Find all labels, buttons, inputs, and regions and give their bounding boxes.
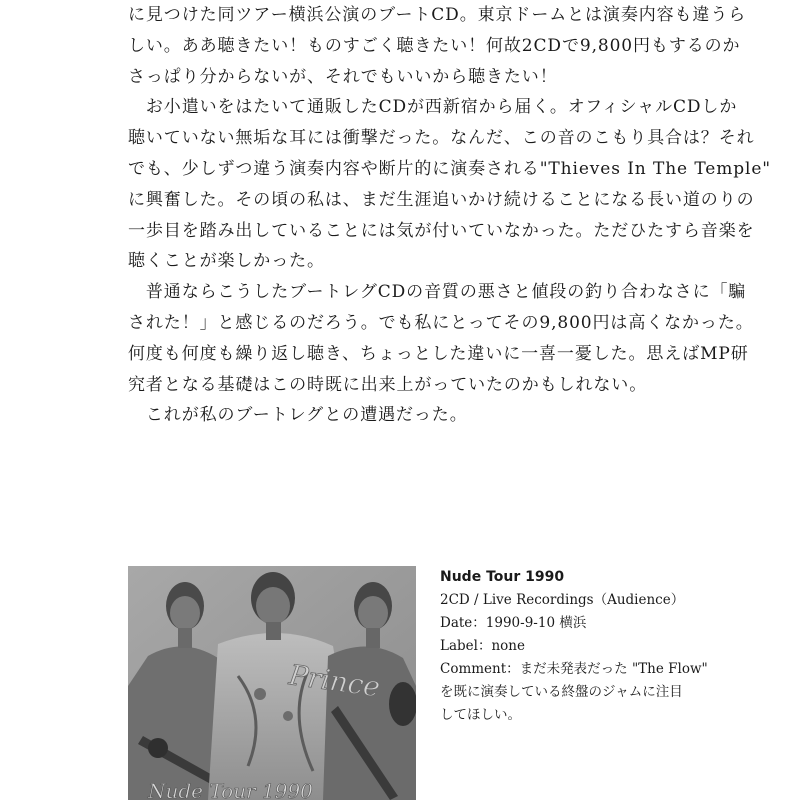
cover-logo-text: Prince: [287, 658, 383, 704]
cd-caption: [440, 566, 740, 727]
body-line: 一歩目を踏み出していることには気が付いていなかった。ただひたすら音楽を: [128, 220, 755, 241]
caption-comment: を既に演奏している終盤のジャムに注目: [440, 684, 683, 700]
body-line: さっぱり分からないが、それでもいいから聴きたい！: [128, 66, 558, 87]
album-cover-image: [128, 566, 416, 800]
body-line: された！」と感じるのだろう。でも私にとってその9,800円は高くなかった。: [128, 312, 754, 333]
body-line: 聴くことが楽しかった。: [128, 251, 325, 272]
caption-format: 2CD / Live Recordings（Audience）: [440, 592, 685, 608]
body-text: [128, 0, 772, 431]
body-line: しい。ああ聴きたい！ものすごく聴きたい！何故2CDで9,800円もするのか: [128, 35, 741, 56]
body-line: お小遣いをはたいて通販したCDが西新宿から届く。オフィシャルCDしか: [128, 97, 738, 118]
body-line: 究者となる基礎はこの時既に出来上がっていたのかもしれない。: [128, 374, 648, 395]
caption-date: Date：1990-9-10 横浜: [440, 615, 587, 631]
caption-comment: してほしい。: [440, 707, 521, 723]
body-line: に興奮した。その頃の私は、まだ生涯追いかけ続けることになる長い道のりの: [128, 189, 755, 210]
body-line: に見つけた同ツアー横浜公演のブートCD。東京ドームとは演奏内容も違うら: [128, 5, 747, 25]
body-line: 普通ならこうしたブートレグCDの音質の悪さと値段の釣り合わなさに「騙: [128, 282, 747, 303]
cover-tour-text: Nude Tour 1990: [148, 779, 313, 800]
caption-title: Nude Tour 1990: [440, 569, 565, 585]
body-line: これが私のブートレグとの遭遇だった。: [128, 405, 468, 426]
body-line: 聴いていない無垢な耳には衝撃だった。なんだ、この音のこもり具合は？それ: [128, 128, 755, 149]
caption-comment: Comment：まだ未発表だった "The Flow": [440, 661, 708, 677]
body-line: でも、少しずつ違う演奏内容や断片的に演奏される"Thieves In The Temple": [128, 158, 772, 179]
caption-label: Label：none: [440, 638, 525, 654]
body-line: 何度も何度も繰り返し聴き、ちょっとした違いに一喜一憂した。思えばMP研: [128, 343, 749, 364]
